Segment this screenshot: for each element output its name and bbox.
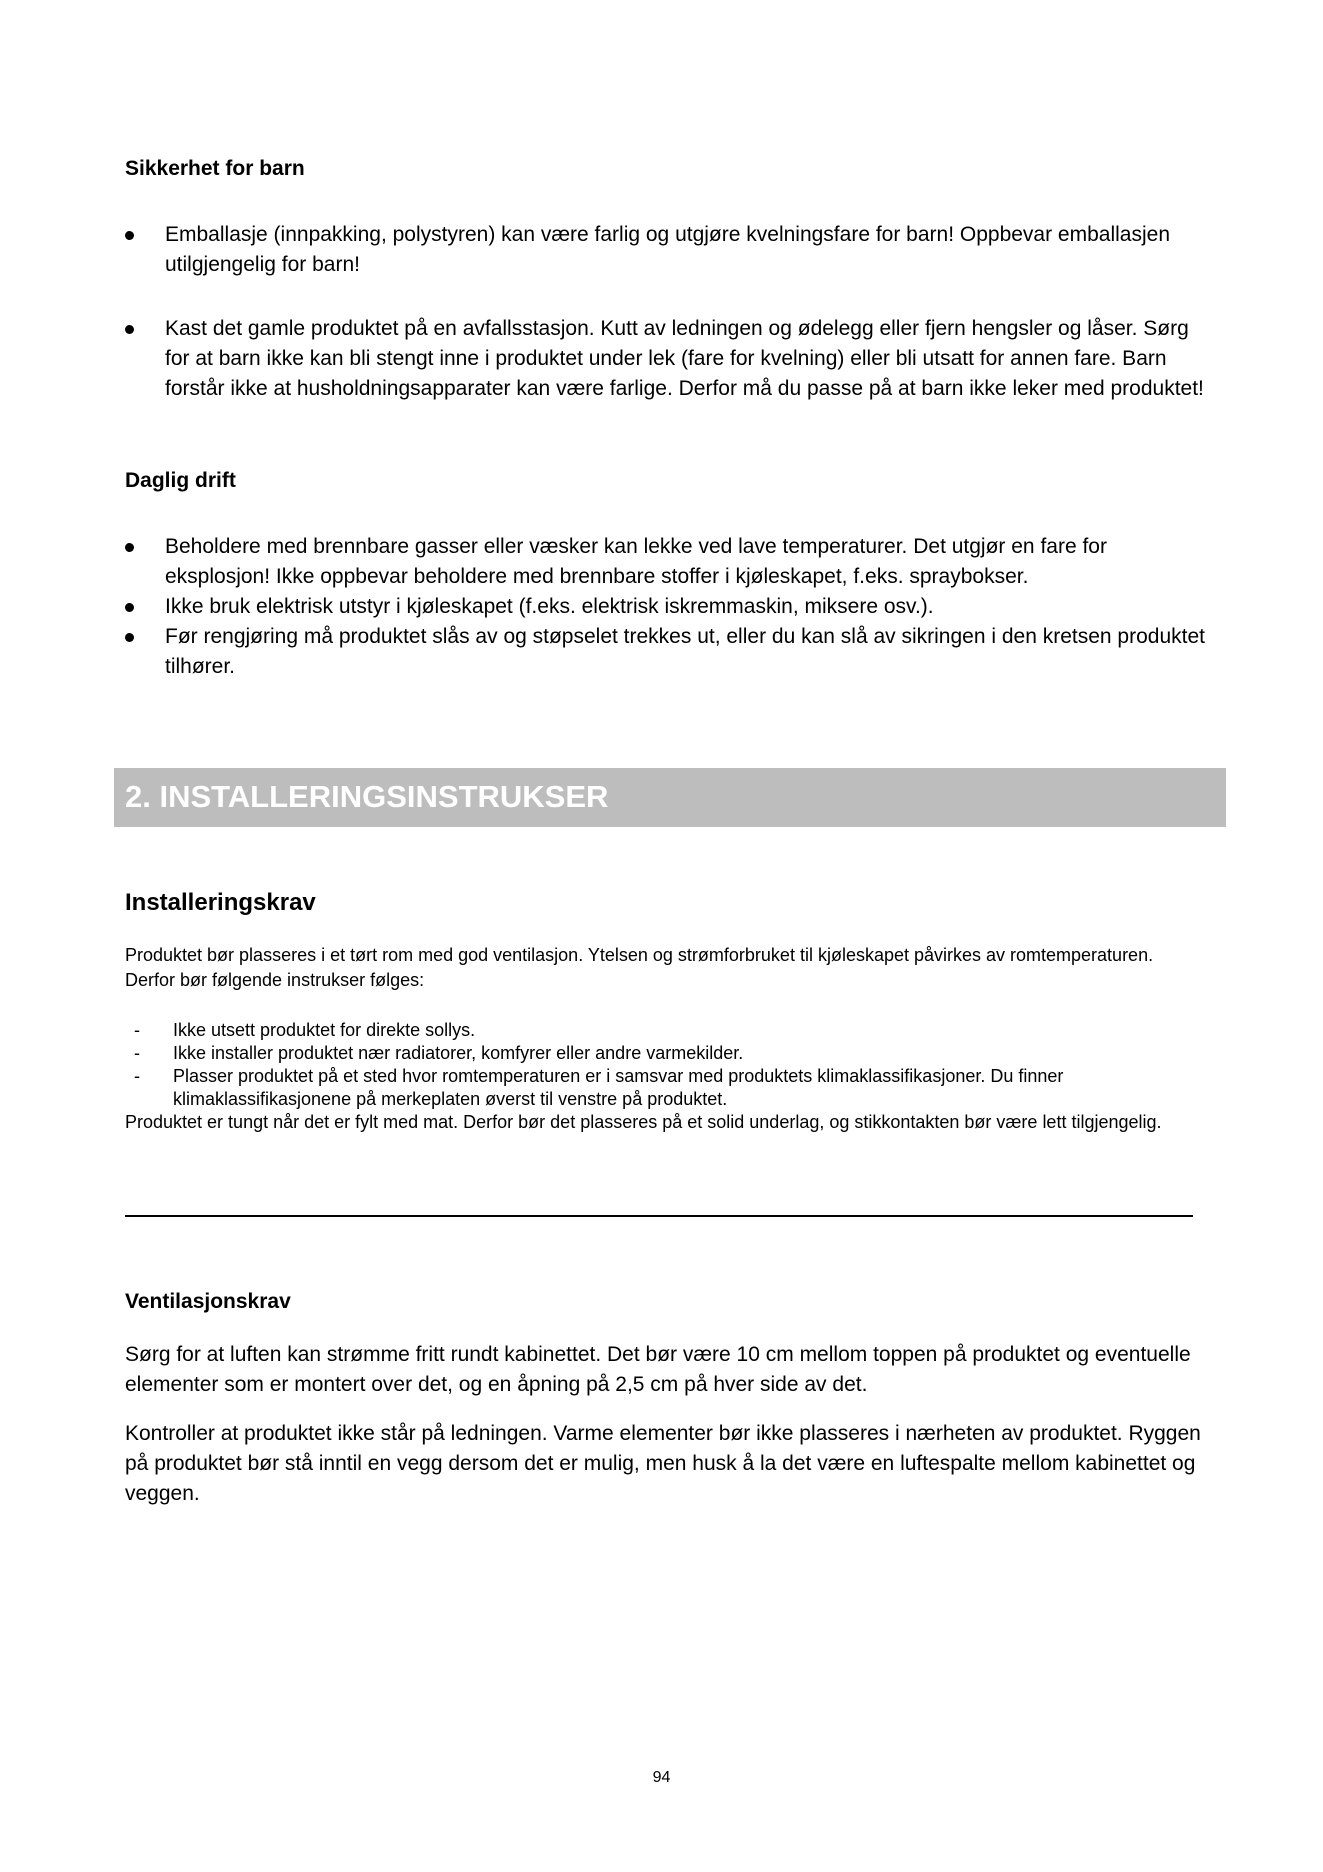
- daily-operation-list: [125, 532, 1205, 682]
- ventilation-paragraph-2: Kontroller at produktet ikke står på ledningen. Varme elementer bør ikke plasseres i nærheten av produktet. Ryggen på produktet bør stå inntil en vegg dersom det er mulig, men husk å la det være en luftespalte mellom kabinettet og veggen.: [125, 1422, 1201, 1505]
- list-item-text: Emballasje (innpakking, polystyren) kan være farlig og utgjøre kvelningsfare for barn! Oppbevar emballasjen utilgjengelig for barn!: [165, 223, 1170, 276]
- bullet-icon: [125, 231, 134, 240]
- child-safety-list: [125, 220, 1205, 280]
- dash-marker: -: [134, 1066, 140, 1086]
- list-item-text: Før rengjøring må produktet slås av og støpselet trekkes ut, eller du kan slå av sikringen i den kretsen produktet tilhører.: [165, 625, 1205, 678]
- list-item: [125, 622, 1205, 682]
- list-item: [125, 1019, 1205, 1042]
- list-item: [125, 314, 1205, 404]
- dash-marker: -: [134, 1043, 140, 1063]
- list-item-text: Ikke installer produktet nær radiatorer, komfyrer eller andre varmekilder.: [173, 1043, 744, 1063]
- list-item-text: Ikke utsett produktet for direkte sollys.: [173, 1020, 476, 1040]
- heading-daily-operation: Daglig drift: [125, 469, 236, 492]
- list-item-text: Ikke bruk elektrisk utstyr i kjøleskapet (f.eks. elektrisk iskremmaskin, miksere osv.).: [165, 595, 934, 618]
- section-title: 2. INSTALLERINGSINSTRUKSER: [125, 779, 609, 814]
- section-title-bar: [114, 768, 1226, 827]
- list-item-text: Beholdere med brennbare gasser eller væsker kan lekke ved lave temperaturer. Det utgjør en fare for eksplosjon! Ikke oppbevar beholdere med brennbare stoffer i kjøleskapet, f.eks. spraybokser.: [165, 535, 1107, 588]
- list-item: [125, 1042, 1205, 1065]
- dash-marker: -: [134, 1020, 140, 1040]
- bullet-icon: [125, 633, 134, 642]
- page-number: 94: [652, 1769, 671, 1786]
- heading-installation-requirements: Installeringskrav: [125, 889, 316, 916]
- list-item: [125, 1065, 1205, 1111]
- horizontal-divider: [125, 1215, 1193, 1217]
- child-safety-list-2: [125, 314, 1205, 404]
- list-item: [125, 220, 1205, 280]
- bullet-icon: [125, 543, 134, 552]
- list-item: [125, 532, 1205, 592]
- list-item: [125, 592, 1205, 622]
- installation-intro: Produktet bør plasseres i et tørt rom med god ventilasjon. Ytelsen og strømforbruket til kjøleskapet påvirkes av romtemperaturen. Derfor bør følgende instrukser følges:: [125, 945, 1154, 990]
- ventilation-paragraph-1: Sørg for at luften kan strømme fritt rundt kabinettet. Det bør være 10 cm mellom toppen på produktet og eventuelle elementer som er montert over det, og en åpning på 2,5 cm på hver side av det.: [125, 1343, 1191, 1396]
- installation-outro: Produktet er tungt når det er fylt med mat. Derfor bør det plasseres på et solid underlag, og stikkontakten bør være lett tilgjengelig.: [125, 1112, 1162, 1132]
- list-item-text: Plasser produktet på et sted hvor romtemperaturen er i samsvar med produktets klimaklassifikasjoner. Du finner klimaklassifikasjonene på merkeplaten øverst til venstre på produktet.: [173, 1066, 1064, 1109]
- installation-dash-list: [125, 1019, 1205, 1111]
- bullet-icon: [125, 603, 134, 612]
- bullet-icon: [125, 325, 134, 334]
- heading-ventilation-requirements: Ventilasjonskrav: [125, 1290, 291, 1313]
- list-item-text: Kast det gamle produktet på en avfallsstasjon. Kutt av ledningen og ødelegg eller fjern hengsler og låser. Sørg for at barn ikke kan bli stengt inne i produktet under lek (fare for kvelning) eller bli utsatt for annen fare. Barn forstår ikke at husholdningsapparater kan være farlige. Derfor må du passe på at barn ikke leker med produktet!: [165, 317, 1204, 400]
- heading-child-safety: Sikkerhet for barn: [125, 157, 305, 180]
